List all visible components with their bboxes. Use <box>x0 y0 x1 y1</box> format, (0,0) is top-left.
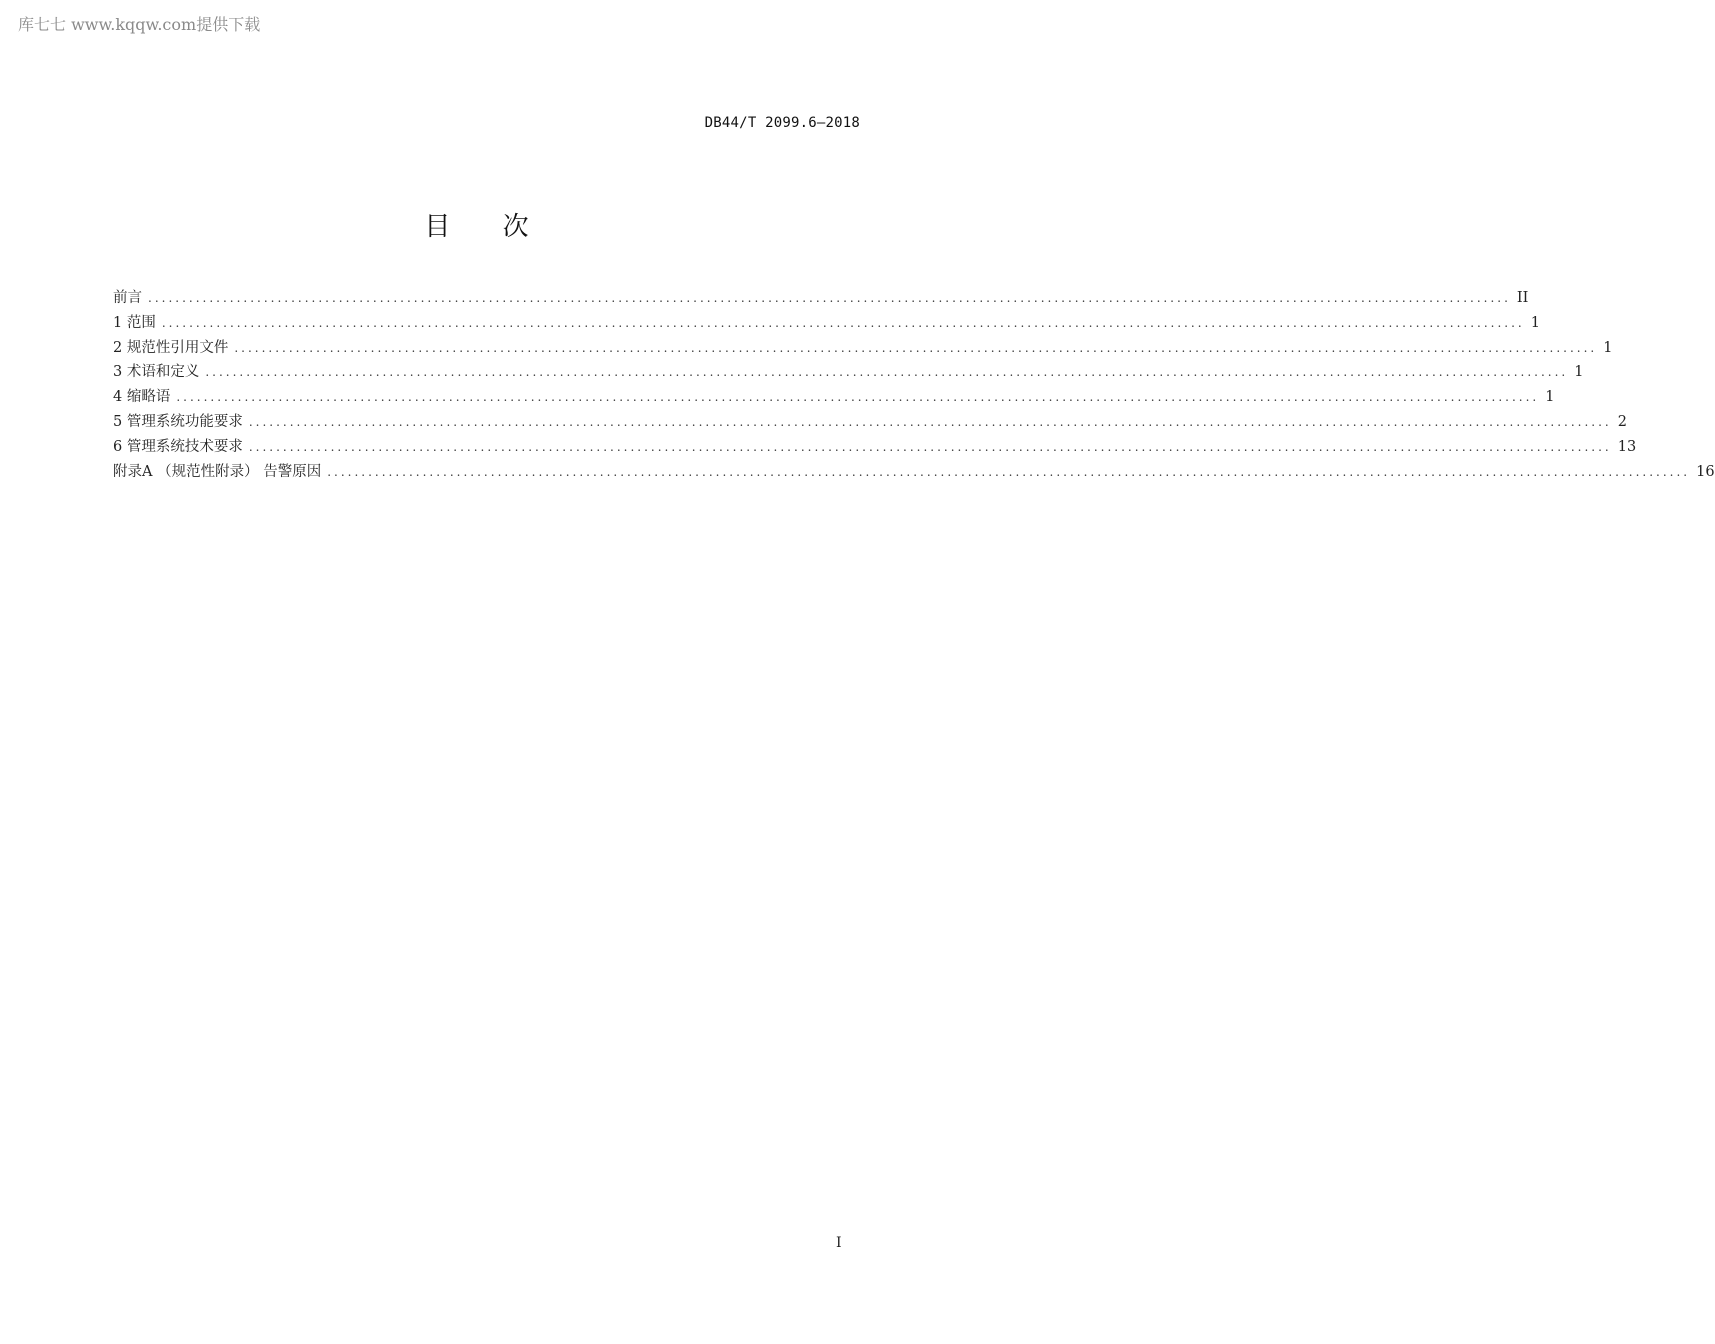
toc-leader-dots: ........................................................................................................................................................................................................ <box>176 390 1540 405</box>
toc-entry-page: 16 <box>1696 463 1715 480</box>
toc-entry-page: 2 <box>1617 413 1627 430</box>
toc-entry-label: 6 管理系统技术要求 <box>113 438 243 455</box>
toc-entry-label: 4 缩略语 <box>113 389 171 406</box>
standard-code: DB44/T 2099.6—2018 <box>704 115 860 131</box>
toc-leader-dots: ........................................................................................................................................................................................................ <box>205 365 1569 380</box>
toc-entry-terms-definitions[interactable] <box>113 362 1584 387</box>
toc-leader-dots: ........................................................................................................................................................................................................ <box>248 414 1612 429</box>
toc-entry-label: 2 规范性引用文件 <box>113 339 229 356</box>
toc-entry-scope[interactable] <box>113 313 1540 338</box>
toc-entry-foreword[interactable] <box>113 288 1529 313</box>
toc-entry-annex-a[interactable] <box>113 462 1715 487</box>
toc-entry-abbreviations[interactable] <box>113 387 1555 412</box>
toc-leader-dots: ........................................................................................................................................................................................................ <box>248 439 1612 454</box>
table-of-contents <box>113 288 1715 486</box>
toc-entry-technical-requirements[interactable] <box>113 437 1637 462</box>
toc-entry-normative-references[interactable] <box>113 338 1613 363</box>
toc-leader-dots: ........................................................................................................................................................................................................ <box>327 464 1691 479</box>
toc-leader-dots: ........................................................................................................................................................................................................ <box>148 291 1511 305</box>
toc-entry-label: 3 术语和定义 <box>113 364 200 381</box>
page-number: I <box>836 1235 842 1251</box>
toc-leader-dots: ........................................................................................................................................................................................................ <box>234 340 1598 355</box>
toc-entry-page: 1 <box>1603 339 1613 356</box>
page-title: 目 次 <box>424 212 551 242</box>
toc-entry-label: 前言 <box>113 290 142 306</box>
toc-entry-functional-requirements[interactable] <box>113 412 1627 437</box>
toc-leader-dots: ........................................................................................................................................................................................................ <box>161 315 1525 330</box>
toc-entry-page: II <box>1516 290 1529 306</box>
toc-entry-label: 附录A （规范性附录） 告警原因 <box>113 463 322 480</box>
toc-entry-label: 1 范围 <box>113 314 156 331</box>
toc-entry-page: 1 <box>1545 389 1555 406</box>
toc-entry-page: 1 <box>1530 314 1540 331</box>
toc-entry-page: 13 <box>1617 438 1637 455</box>
toc-entry-label: 5 管理系统功能要求 <box>113 413 243 430</box>
watermark-text: 库七七 www.kqqw.com提供下载 <box>18 15 261 34</box>
toc-entry-page: 1 <box>1574 364 1584 381</box>
